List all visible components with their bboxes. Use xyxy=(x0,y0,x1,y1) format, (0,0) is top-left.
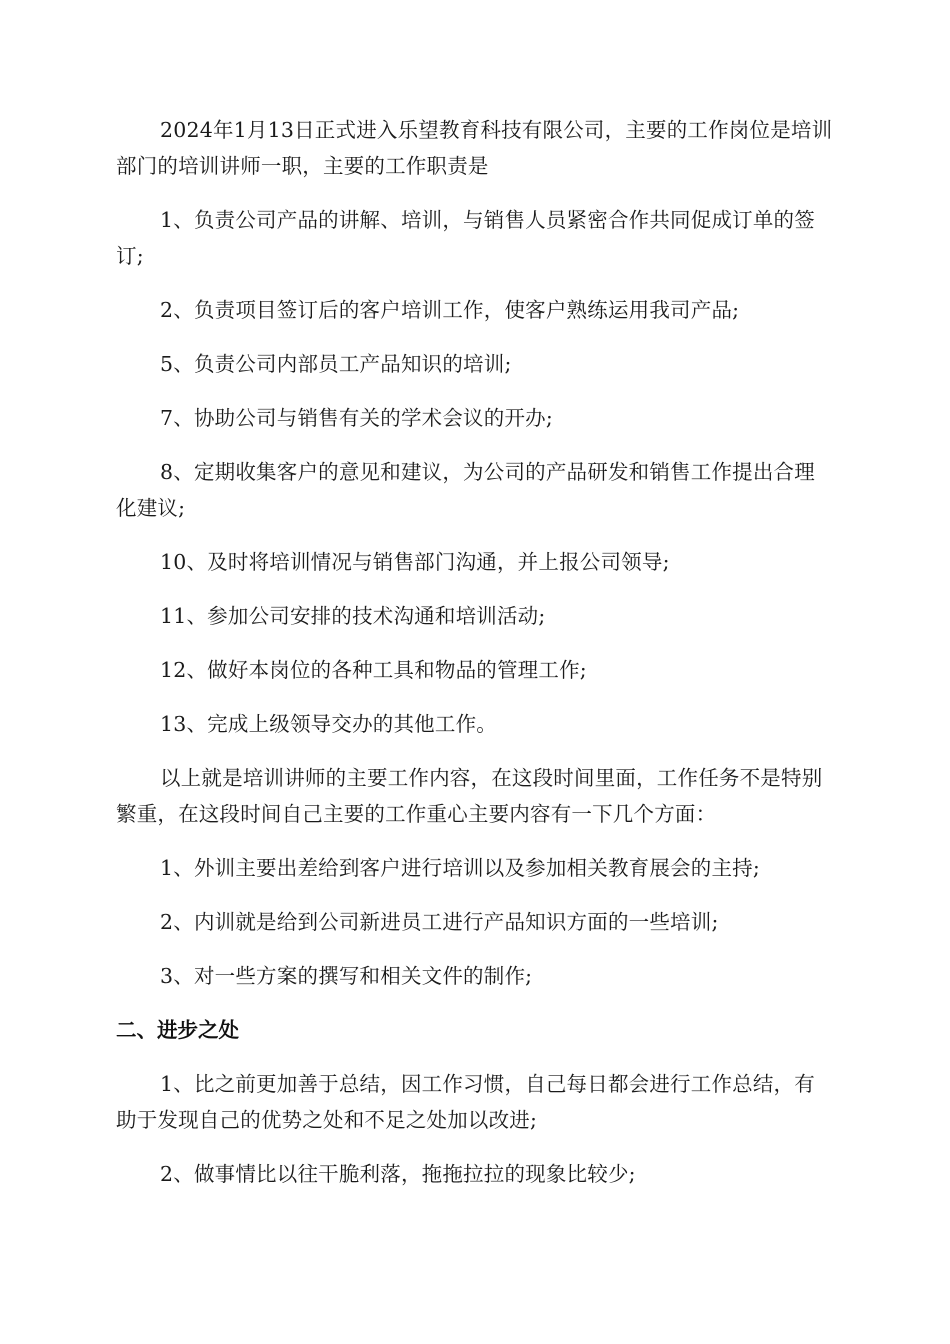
duty-item-13: 13、完成上级领导交办的其他工作。 xyxy=(160,712,497,736)
duty-item-11: 11、参加公司安排的技术沟通和培训活动; xyxy=(160,604,546,628)
duty-item-8: 8、定期收集客户的意见和建议，为公司的产品研发和销售工作提出合理化建议; xyxy=(116,460,815,520)
summary-paragraph: 以上就是培训讲师的主要工作内容，在这段时间里面，工作任务不是特别繁重，在这段时间自己主要的工作重心主要内容有一下几个方面： xyxy=(116,766,823,826)
section-heading-progress: 二、进步之处 xyxy=(116,1018,239,1042)
document-body xyxy=(116,112,834,1210)
duty-item-2: 2、负责项目签订后的客户培训工作，使客户熟练运用我司产品; xyxy=(160,298,740,322)
intro-paragraph: 2024年1月13日正式进入乐望教育科技有限公司，主要的工作岗位是培训部门的培训讲师一职，主要的工作职责是 xyxy=(116,118,833,178)
focus-item-1: 1、外训主要出差给到客户进行培训以及参加相关教育展会的主持; xyxy=(160,856,760,880)
focus-item-2: 2、内训就是给到公司新进员工进行产品知识方面的一些培训; xyxy=(160,910,719,934)
duty-item-12: 12、做好本岗位的各种工具和物品的管理工作; xyxy=(160,658,587,682)
progress-item-1: 1、比之前更加善于总结，因工作习惯，自己每日都会进行工作总结，有助于发现自己的优势之处和不足之处加以改进; xyxy=(116,1072,815,1132)
focus-item-3: 3、对一些方案的撰写和相关文件的制作; xyxy=(160,964,533,988)
duty-item-1: 1、负责公司产品的讲解、培训，与销售人员紧密合作共同促成订单的签订; xyxy=(116,208,815,268)
duty-item-10: 10、及时将培训情况与销售部门沟通，并上报公司领导; xyxy=(160,550,670,574)
progress-item-2: 2、做事情比以往干脆利落，拖拖拉拉的现象比较少; xyxy=(160,1162,636,1186)
duty-item-5: 5、负责公司内部员工产品知识的培训; xyxy=(160,352,512,376)
duty-item-7: 7、协助公司与销售有关的学术会议的开办; xyxy=(160,406,553,430)
